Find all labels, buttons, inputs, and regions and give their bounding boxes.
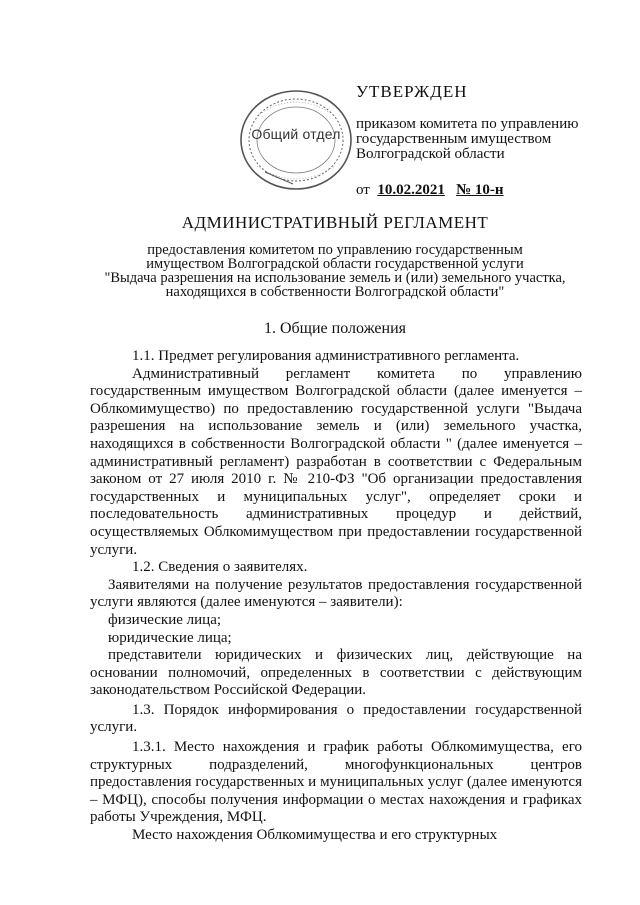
paragraph: представители юридических и физических лиц, действующие на основании полномочий, определенных в соответствии с действующим законодательством Российской Федерации. [90, 647, 582, 699]
paragraph: 1.2. Сведения о заявителях. [132, 559, 308, 576]
subtitle-line: находящихся в собственности Волгоградской области" [165, 284, 505, 300]
paragraph: Заявителями на получение результатов предоставления государственной услуги являются (далее именуются – заявители): [90, 576, 582, 611]
paragraph: Место нахождения Облкомимущества и его структурных [132, 827, 498, 844]
paragraph: физические лица; [108, 611, 222, 628]
subtitle-line: "Выдача разрешения на использование земель и (или) земельного участка, [104, 270, 566, 286]
document-body [90, 348, 582, 845]
date-prefix: от [356, 182, 370, 198]
stamp-label: Общий отдел [251, 126, 341, 142]
general-department-stamp [237, 86, 355, 194]
approval-number: № 10-н [456, 182, 504, 198]
approval-block [356, 82, 626, 199]
approval-line: Волгоградской области [356, 146, 505, 162]
section-heading: 1. Общие положения [263, 320, 407, 337]
approval-heading: УТВЕРЖДЕН [356, 82, 468, 101]
paragraph: юридические лица; [108, 629, 232, 646]
approval-date-row [356, 182, 626, 199]
subtitle-line: имуществом Волгоградской области государственной услуги [146, 256, 524, 272]
approval-date: 10.02.2021 [377, 182, 445, 198]
approval-line: государственным имуществом [356, 131, 552, 147]
document-subtitle [90, 243, 580, 299]
subtitle-line: предоставления комитетом по управлению государственным [147, 242, 523, 258]
paragraph: Административный регламент комитета по управлению государственным имуществом Волгоградской области (далее именуется – Облкомимущество) по предоставлению государственной услуги "Выдача разрешения на использование земель и (или) земельного участка, находящихся в собственности Волгоградской области " (далее именуется – административный регламент) разработан в соответствии с Федеральным законом от 27 июля 2010 г. № 210-ФЗ "Об организации предоставления государственных и муниципальных услуг", определяет сроки и последовательность административных процедур и действий, осуществляемых Облкомимуществом при предоставлении государственной услуги. [90, 365, 582, 558]
paragraph: 1.1. Предмет регулирования административного регламента. [132, 348, 520, 364]
approval-line: приказом комитета по управлению [356, 116, 579, 132]
paragraph: 1.3. Порядок информирования о предоставлении государственной услуги. [90, 701, 582, 736]
paragraph: 1.3.1. Место нахождения и график работы Облкомимущества, его структурных подразделений, многофункциональных центров предоставления государственных и муниципальных услуг (далее именуются – МФЦ), способы получения информации о местах нахождения и графиках работы Учреждения, МФЦ. [90, 739, 582, 826]
document-title: АДМИНИСТРАТИВНЫЙ РЕГЛАМЕНТ [181, 213, 489, 232]
